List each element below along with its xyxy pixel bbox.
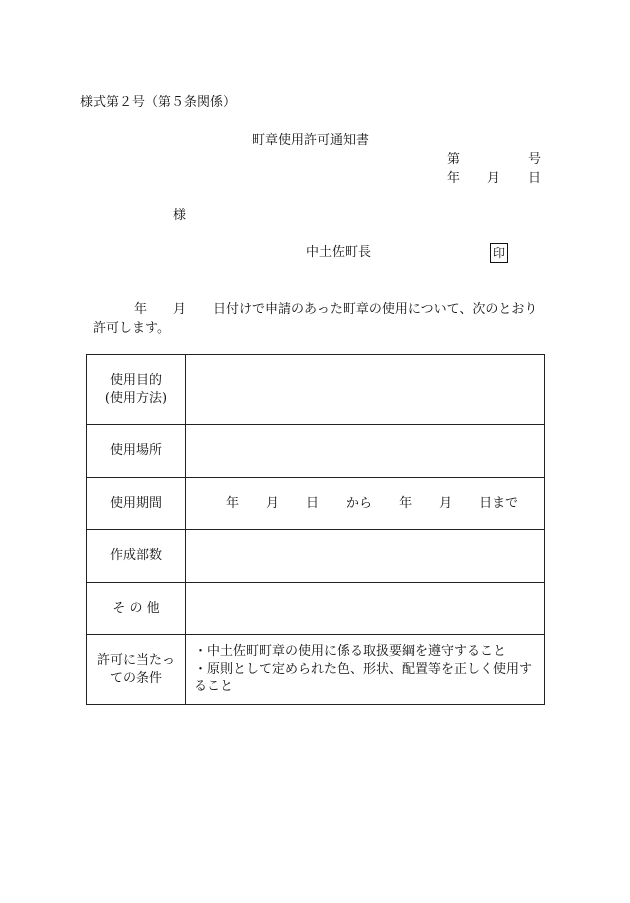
- conditions-label-line-1: 許可に当たっ: [96, 652, 175, 668]
- document-title: 町章使用許可通知書: [252, 133, 370, 148]
- table-row-other: [87, 583, 545, 635]
- document-number-prefix: 第: [447, 152, 461, 167]
- body-text-line-2: 許可します。: [93, 321, 170, 336]
- addressee-honorific: 様: [173, 208, 187, 223]
- table-row-period: [87, 478, 545, 530]
- other-label: そ の 他: [87, 583, 186, 635]
- period-label: 使用期間: [87, 478, 186, 530]
- date-year-label: 年: [447, 171, 461, 186]
- document-number-suffix: 号: [528, 152, 542, 167]
- conditions-value-cell: [186, 635, 545, 705]
- period-start-year-label: 年: [226, 495, 240, 511]
- conditions-label-line-2: ての条件: [109, 670, 162, 686]
- purpose-label-line-2: (使用方法): [104, 390, 168, 406]
- table-row-copies: [87, 530, 545, 583]
- period-end-month-label: 月: [439, 495, 453, 511]
- table-row-conditions: [87, 635, 545, 705]
- copies-label: 作成部数: [87, 530, 186, 583]
- period-end-year-label: 年: [399, 495, 413, 511]
- purpose-label-cell: [87, 355, 186, 425]
- conditions-label-cell: [87, 635, 186, 705]
- period-start-month-label: 月: [266, 495, 280, 511]
- body-month-label: 月: [173, 302, 187, 317]
- seal-mark: 印: [490, 243, 508, 263]
- place-label: 使用場所: [87, 425, 186, 478]
- other-value-cell[interactable]: [186, 583, 545, 635]
- table-row-place: [87, 425, 545, 478]
- purpose-label-line-1: 使用目的: [109, 372, 162, 388]
- table-row-purpose: [87, 355, 545, 425]
- period-date-range: [194, 495, 540, 513]
- period-end-day-label: 日まで: [479, 495, 519, 511]
- period-from-label: から: [346, 495, 373, 511]
- period-start-day-label: 日: [306, 495, 320, 511]
- place-value-cell[interactable]: [186, 425, 545, 478]
- body-year-label: 年: [134, 302, 148, 317]
- condition-line-3: ること: [194, 679, 234, 695]
- condition-line-1: ・中土佐町町章の使用に係る取扱要綱を遵守すること: [194, 644, 507, 660]
- permit-details-table: [86, 354, 545, 705]
- date-day-label: 日: [528, 171, 542, 186]
- date-month-label: 月: [487, 171, 501, 186]
- period-value-cell[interactable]: [186, 478, 545, 530]
- issuer-name: 中土佐町長: [306, 245, 372, 260]
- form-number: 様式第２号（第５条関係）: [80, 95, 237, 110]
- body-text-line-1: 日付けで申請のあった町章の使用について、次のとおり: [213, 302, 538, 317]
- copies-value-cell[interactable]: [186, 530, 545, 583]
- purpose-value-cell[interactable]: [186, 355, 545, 425]
- condition-line-2: ・原則として定められた色、形状、配置等を正しく使用す: [194, 661, 533, 677]
